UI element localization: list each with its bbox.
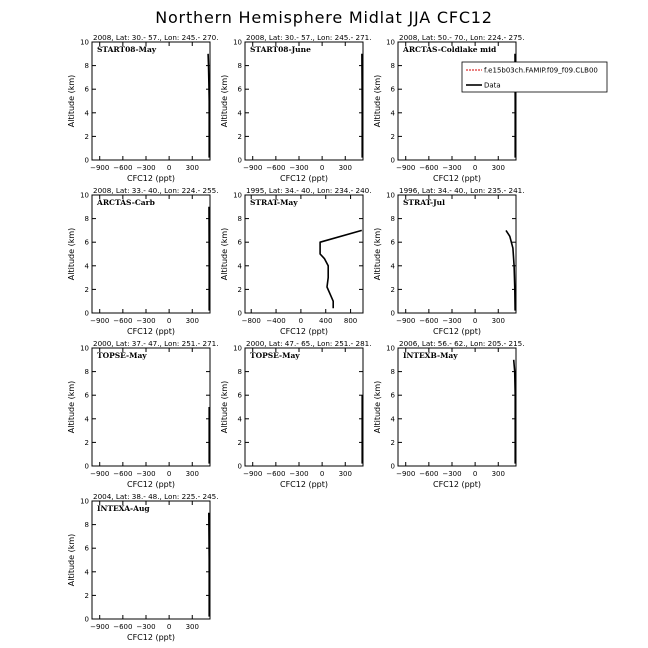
panel-label: START08-June [250, 45, 311, 54]
y-tick-label: 0 [84, 309, 89, 318]
y-tick-label: 0 [84, 615, 89, 624]
panel-2 [220, 33, 372, 183]
panel-7 [67, 339, 219, 489]
y-tick-label: 0 [390, 156, 395, 165]
x-tick-label: −900 [243, 470, 263, 478]
y-axis-label: Altitude (km) [220, 74, 229, 128]
y-axis-label: Altitude (km) [67, 533, 76, 587]
x-tick-label: −600 [113, 164, 133, 172]
y-tick-label: 4 [237, 415, 242, 424]
panel-8 [220, 339, 372, 489]
y-tick-label: 10 [80, 191, 89, 200]
x-tick-label: −300 [289, 164, 309, 172]
plot-frame [92, 348, 210, 466]
y-tick-label: 8 [84, 62, 89, 71]
y-tick-label: 4 [390, 262, 395, 271]
x-tick-label: −300 [136, 164, 156, 172]
panel-1 [67, 33, 219, 183]
x-tick-label: 0 [472, 164, 478, 172]
panel-label: STRAT-Jul [403, 198, 445, 207]
panel-9 [373, 339, 525, 489]
panel-3 [373, 33, 525, 183]
plot-frame [245, 195, 363, 313]
y-tick-label: 6 [390, 85, 395, 94]
y-tick-label: 8 [390, 368, 395, 377]
x-tick-label: −900 [243, 164, 263, 172]
y-tick-label: 2 [84, 591, 89, 600]
x-tick-label: −600 [266, 470, 286, 478]
y-tick-label: 4 [84, 262, 89, 271]
y-tick-label: 2 [237, 132, 242, 141]
y-tick-label: 4 [84, 415, 89, 424]
y-tick-label: 0 [237, 462, 242, 471]
panel-header: 2008, Lat: 30.- 57., Lon: 245.- 270. [93, 33, 219, 42]
x-tick-label: 0 [166, 470, 172, 478]
x-tick-label: 0 [319, 164, 325, 172]
x-tick-label: 400 [319, 317, 333, 325]
y-tick-label: 8 [84, 215, 89, 224]
x-axis-label: CFC12 (ppt) [432, 174, 482, 183]
y-tick-label: 6 [84, 544, 89, 553]
y-tick-label: 10 [233, 344, 242, 353]
panel-label: INTEXA-Aug [97, 504, 150, 513]
figure-title: Northern Hemisphere Midlat JJA CFC12 [155, 8, 493, 27]
x-axis-label: CFC12 (ppt) [126, 174, 176, 183]
data-series-line [514, 360, 516, 464]
plot-frame [245, 348, 363, 466]
y-tick-label: 0 [390, 309, 395, 318]
plot-frame [92, 501, 210, 619]
y-tick-label: 8 [237, 215, 242, 224]
x-tick-label: 0 [472, 317, 478, 325]
x-tick-label: −600 [113, 623, 133, 631]
panel-10 [67, 492, 219, 642]
x-tick-label: −900 [396, 317, 416, 325]
x-axis-label: CFC12 (ppt) [279, 327, 329, 336]
x-tick-label: −300 [136, 317, 156, 325]
y-tick-label: 6 [84, 85, 89, 94]
x-tick-label: 300 [185, 317, 199, 325]
x-axis-label: CFC12 (ppt) [126, 327, 176, 336]
data-series-line [320, 230, 362, 308]
x-tick-label: −900 [396, 164, 416, 172]
y-axis-label: Altitude (km) [220, 380, 229, 434]
panel-header: 1996, Lat: 34.- 40., Lon: 235.- 241. [399, 186, 525, 195]
x-tick-label: 0 [166, 623, 172, 631]
y-tick-label: 8 [84, 521, 89, 530]
y-axis-label: Altitude (km) [373, 380, 382, 434]
x-tick-label: −600 [266, 164, 286, 172]
plot-frame [398, 348, 516, 466]
y-axis-label: Altitude (km) [220, 227, 229, 281]
y-tick-label: 10 [233, 191, 242, 200]
y-tick-label: 2 [237, 438, 242, 447]
y-tick-label: 6 [84, 391, 89, 400]
panel-header: 2008, Lat: 30.- 57., Lon: 245.- 271. [246, 33, 372, 42]
x-tick-label: −300 [136, 470, 156, 478]
panel-label: TOPSE-May [250, 351, 300, 360]
y-tick-label: 4 [237, 109, 242, 118]
panel-label: STRAT-May [250, 198, 298, 207]
y-tick-label: 8 [84, 368, 89, 377]
x-tick-label: −600 [419, 470, 439, 478]
y-tick-label: 4 [84, 568, 89, 577]
x-tick-label: 0 [472, 470, 478, 478]
y-tick-label: 0 [390, 462, 395, 471]
y-tick-label: 8 [390, 62, 395, 71]
y-tick-label: 10 [80, 497, 89, 506]
y-tick-label: 8 [237, 368, 242, 377]
x-axis-label: CFC12 (ppt) [432, 327, 482, 336]
x-tick-label: −600 [113, 317, 133, 325]
x-axis-label: CFC12 (ppt) [432, 480, 482, 489]
y-tick-label: 2 [84, 285, 89, 294]
panel-label: START08-May [97, 45, 157, 54]
y-axis-label: Altitude (km) [67, 74, 76, 128]
x-tick-label: −800 [241, 317, 261, 325]
x-tick-label: 300 [491, 164, 505, 172]
plot-frame [92, 195, 210, 313]
y-tick-label: 0 [84, 462, 89, 471]
y-tick-label: 10 [386, 344, 395, 353]
y-tick-label: 6 [84, 238, 89, 247]
x-tick-label: 0 [166, 317, 172, 325]
plot-frame [92, 42, 210, 160]
x-tick-label: 0 [166, 164, 172, 172]
data-series-line [208, 54, 209, 158]
y-axis-label: Altitude (km) [67, 380, 76, 434]
y-axis-label: Altitude (km) [373, 74, 382, 128]
y-tick-label: 10 [386, 38, 395, 47]
x-tick-label: −600 [419, 317, 439, 325]
y-axis-label: Altitude (km) [67, 227, 76, 281]
panel-header: 1995, Lat: 34.- 40., Lon: 234.- 240. [246, 186, 372, 195]
x-axis-label: CFC12 (ppt) [279, 174, 329, 183]
legend-label: Data [484, 81, 501, 90]
panel-label: ARCTAS-Coldlake mid [403, 45, 497, 54]
y-tick-label: 2 [237, 285, 242, 294]
y-tick-label: 6 [237, 238, 242, 247]
x-tick-label: −600 [113, 470, 133, 478]
panel-header: 2000, Lat: 47.- 65., Lon: 251.- 281. [246, 339, 372, 348]
y-tick-label: 0 [237, 156, 242, 165]
x-tick-label: −400 [266, 317, 286, 325]
y-tick-label: 4 [390, 415, 395, 424]
x-tick-label: −600 [419, 164, 439, 172]
y-tick-label: 8 [390, 215, 395, 224]
y-tick-label: 10 [233, 38, 242, 47]
y-tick-label: 6 [390, 391, 395, 400]
x-tick-label: −900 [90, 317, 110, 325]
panel-6 [373, 186, 525, 336]
x-tick-label: −900 [90, 164, 110, 172]
x-tick-label: −900 [90, 470, 110, 478]
y-tick-label: 2 [84, 132, 89, 141]
x-tick-label: 300 [185, 164, 199, 172]
y-tick-label: 4 [84, 109, 89, 118]
x-tick-label: 300 [491, 317, 505, 325]
panel-header: 2008, Lat: 33.- 40., Lon: 224.- 255. [93, 186, 219, 195]
x-axis-label: CFC12 (ppt) [279, 480, 329, 489]
x-tick-label: −300 [442, 317, 462, 325]
x-tick-label: 300 [185, 623, 199, 631]
panel-label: INTEXB-May [403, 351, 458, 360]
panel-header: 2004, Lat: 38.- 48., Lon: 225.- 245. [93, 492, 219, 501]
x-tick-label: −300 [442, 470, 462, 478]
y-tick-label: 10 [80, 344, 89, 353]
y-tick-label: 2 [390, 438, 395, 447]
x-tick-label: −900 [90, 623, 110, 631]
legend [462, 62, 607, 92]
y-tick-label: 10 [386, 191, 395, 200]
y-tick-label: 8 [237, 62, 242, 71]
y-tick-label: 6 [237, 85, 242, 94]
y-axis-label: Altitude (km) [373, 227, 382, 281]
y-tick-label: 10 [80, 38, 89, 47]
panel-header: 2008, Lat: 50.- 70., Lon: 224.- 275. [399, 33, 525, 42]
panel-5 [220, 186, 372, 336]
x-axis-label: CFC12 (ppt) [126, 480, 176, 489]
panel-4 [67, 186, 219, 336]
y-tick-label: 2 [84, 438, 89, 447]
plot-frame [398, 195, 516, 313]
panel-header: 2000, Lat: 37.- 47., Lon: 251.- 271. [93, 339, 219, 348]
x-tick-label: −300 [136, 623, 156, 631]
y-tick-label: 0 [237, 309, 242, 318]
x-axis-label: CFC12 (ppt) [126, 633, 176, 642]
y-tick-label: 2 [390, 285, 395, 294]
panel-label: TOPSE-May [97, 351, 147, 360]
plot-frame [245, 42, 363, 160]
panels-group [67, 33, 525, 642]
x-tick-label: 800 [343, 317, 358, 325]
x-tick-label: 300 [338, 470, 352, 478]
y-tick-label: 6 [390, 238, 395, 247]
panel-header: 2006, Lat: 56.- 62., Lon: 205.- 215. [399, 339, 525, 348]
y-tick-label: 6 [237, 391, 242, 400]
x-tick-label: 0 [319, 470, 325, 478]
y-tick-label: 4 [237, 262, 242, 271]
x-tick-label: −300 [289, 470, 309, 478]
y-tick-label: 4 [390, 109, 395, 118]
x-tick-label: 300 [491, 470, 505, 478]
x-tick-label: 300 [338, 164, 352, 172]
y-tick-label: 2 [390, 132, 395, 141]
x-tick-label: −300 [442, 164, 462, 172]
x-tick-label: −900 [396, 470, 416, 478]
legend-label: f.e15b03ch.FAMIP.f09_f09.CLB00 [484, 66, 598, 75]
x-tick-label: 300 [185, 470, 199, 478]
plot-frame [398, 42, 516, 160]
panel-label: ARCTAS-Carb [97, 198, 155, 207]
y-tick-label: 0 [84, 156, 89, 165]
x-tick-label: 0 [298, 317, 304, 325]
